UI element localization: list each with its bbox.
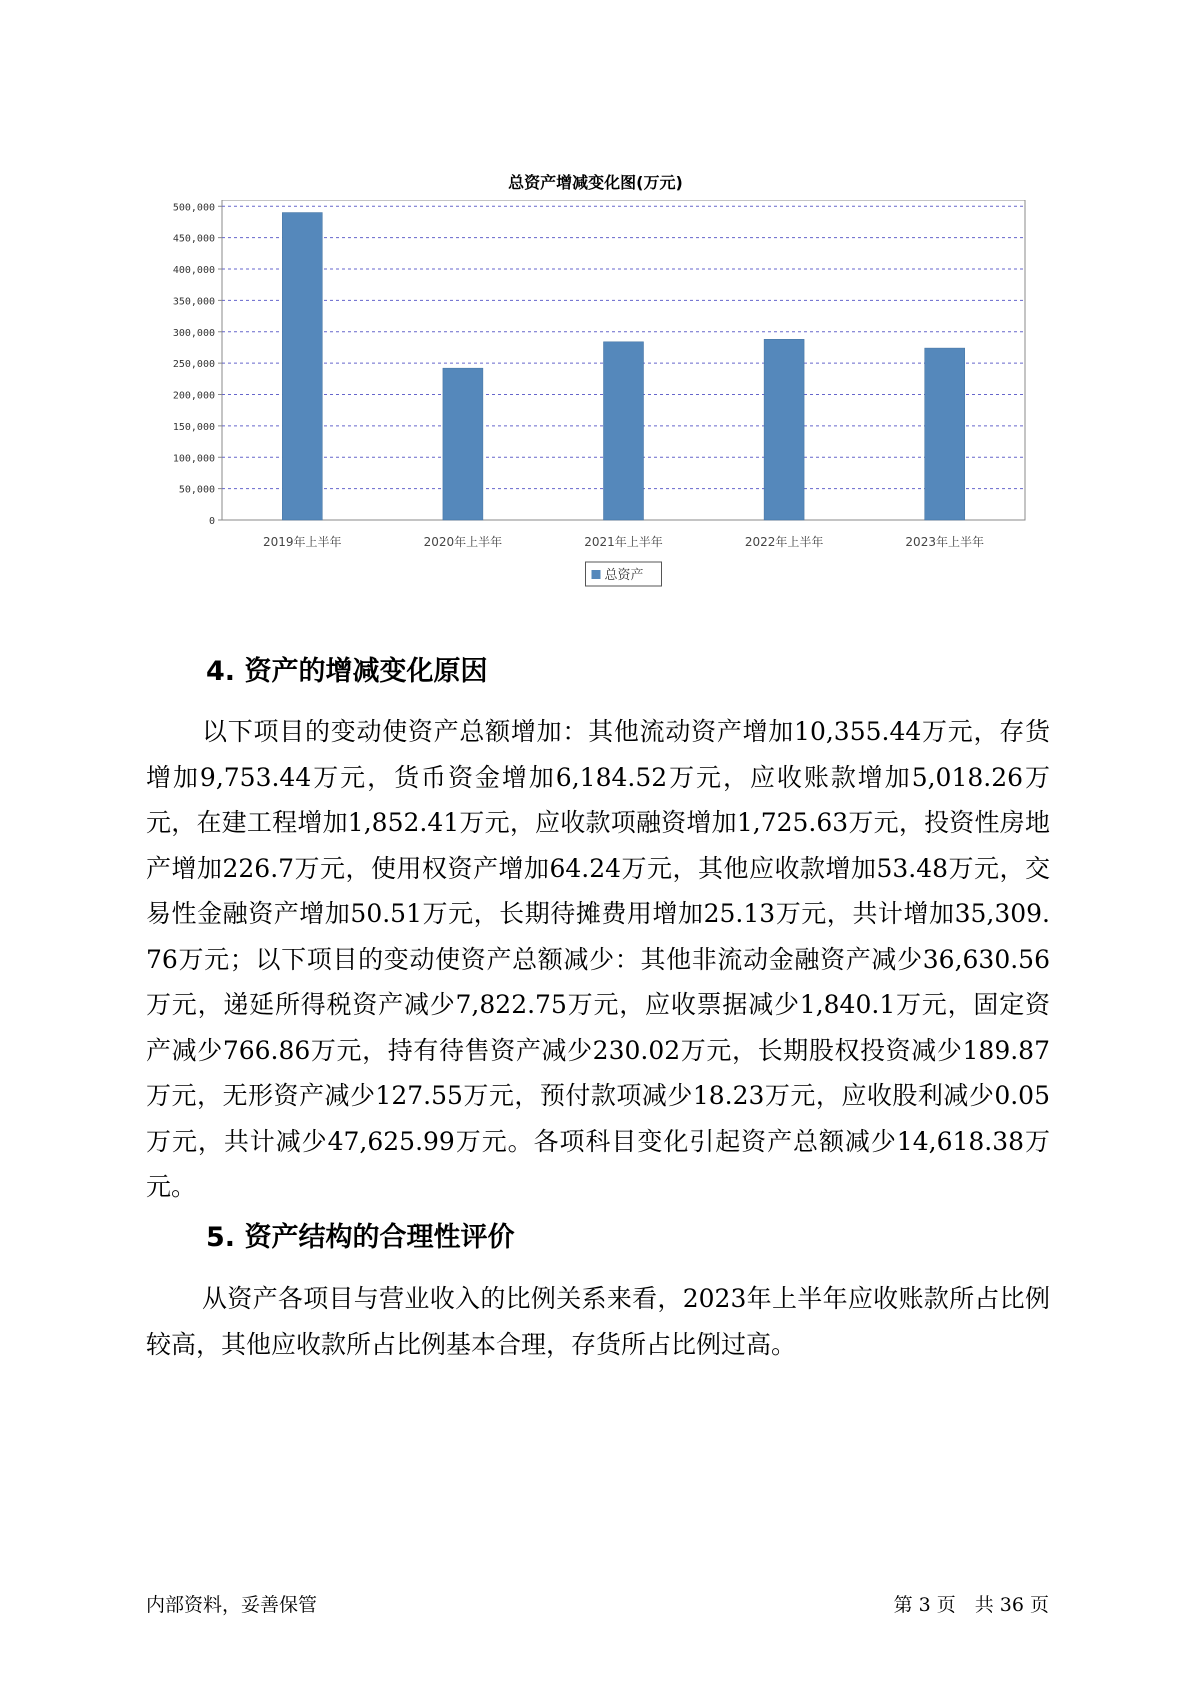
bar-2021年上半年	[604, 342, 644, 520]
y-tick-label: 250,000	[172, 359, 215, 371]
y-tick-label: 200,000	[172, 390, 215, 402]
x-tick-label: 2019年上半年	[263, 535, 342, 549]
x-tick-label: 2023年上半年	[905, 535, 984, 549]
section-4-heading: 4. 资产的增减变化原因	[206, 656, 488, 687]
y-tick-label: 300,000	[172, 327, 215, 339]
y-tick-label: 150,000	[172, 421, 215, 433]
x-tick-label: 2021年上半年	[584, 535, 663, 549]
legend-swatch	[592, 570, 601, 579]
y-tick-label: 500,000	[172, 202, 215, 214]
bar-2023年上半年	[925, 348, 965, 520]
legend-label: 总资产	[604, 568, 644, 583]
x-tick-label: 2022年上半年	[744, 535, 824, 549]
chart-title: 总资产增减变化图(万元)	[508, 173, 683, 192]
section-5-paragraph: 从资产各项目与营业收入的比例关系来看，2023年上半年应收账款所占比例较高，其他应收款所占比例基本合理，存货所占比例过高。	[146, 1284, 1050, 1359]
bar-2020年上半年	[443, 368, 483, 520]
section-5-heading: 5. 资产结构的合理性评价	[206, 1222, 515, 1253]
footer-confidential-note: 内部资料，妥善保管	[146, 1594, 318, 1616]
y-tick-label: 100,000	[172, 453, 215, 465]
bar-2019年上半年	[282, 213, 322, 520]
section-4-paragraph: 以下项目的变动使资产总额增加：其他流动资产增加10,355.44万元，存货增加9,753.44万元，货币资金增加6,184.52万元，应收账款增加5,018.26万元，在建工程增加1,852.41万元，应收款项融资增加1,725.63万元，投资性房地产增加226.7万元，使用权资产增加64.24万元，其他应收款增加53.48万元，交易性金融资产增加50.51万元，长期待摊费用增加25.13万元，共计增加35,309.76万元；以下项目的变动使资产总额减少：其他非流动金融资产减少36,630.56万元，递延所得税资产减少7,822.75万元，应收票据减少1,840.1万元，固定资产减少766.86万元，持有待售资产减少230.02万元，长期股权投资减少189.87万元，无形资产减少127.55万元，预付款项减少18.23万元，应收股利减少0.05万元，共计减少47,625.99万元。各项科目变化引起资产总额减少14,618.38万元。	[146, 717, 1050, 1201]
y-tick-label: 400,000	[172, 265, 215, 277]
bar-2022年上半年	[764, 339, 804, 520]
footer-page-number: 第 3 页 共 36 页	[893, 1594, 1049, 1616]
x-tick-label: 2020年上半年	[423, 535, 503, 549]
total-assets-bar-chart	[150, 200, 1030, 630]
y-tick-label: 350,000	[172, 296, 215, 308]
y-tick-label: 450,000	[172, 233, 215, 245]
y-tick-label: 50,000	[178, 484, 215, 496]
y-tick-label: 0	[208, 516, 215, 527]
